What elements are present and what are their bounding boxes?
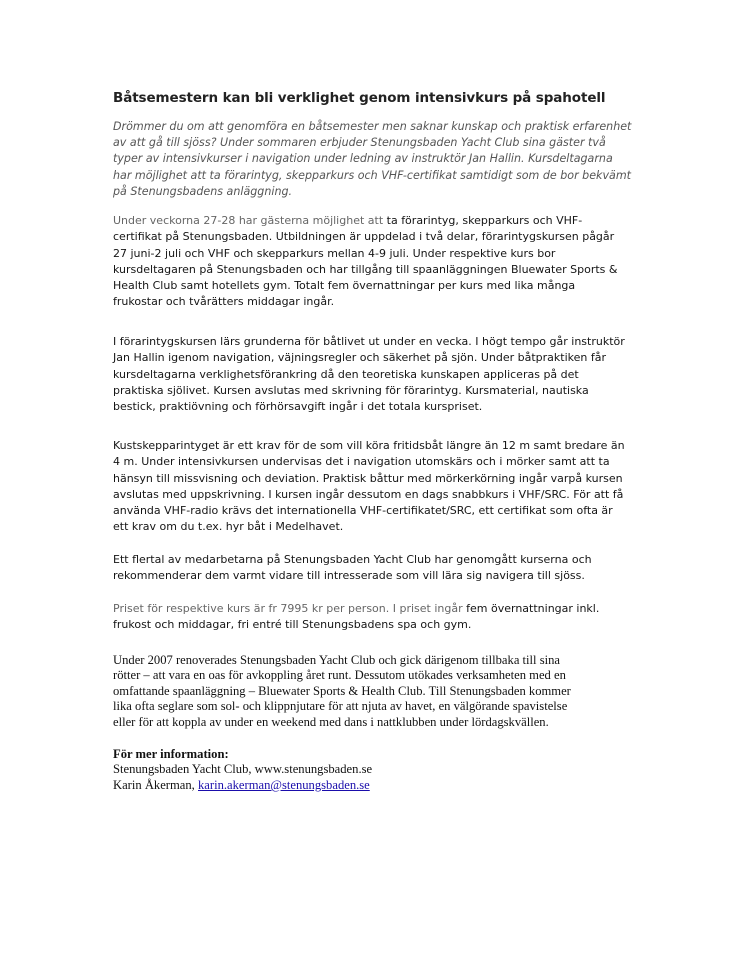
paragraph-course-dates [113,213,643,311]
paragraph-about [113,653,643,730]
article-title: Båtsemestern kan bli verklighet genom intensivkurs på spahotell [113,90,606,106]
paragraph-line: hänsyn till missvisning och deviation. Praktisk båttur med mörkerkörning ingår varpå kursen [113,471,623,485]
contact-heading: För mer information: [113,747,229,761]
paragraph-kustskeppar [113,438,643,536]
paragraph-line: kursdeltagarna verklighetsförankring då den teoretiska kunskapen appliceras på det [113,367,579,381]
lead-line: av att gå till sjöss? Under sommaren erbjuder Stenungsbaden Yacht Club sina gäster två [113,136,606,150]
contact-person [113,778,372,793]
paragraph-line: praktiska sjölivet. Kursen avslutas med skrivning för förarintyg. Kursmaterial, nautiska [113,383,589,397]
paragraph-line: lika ofta seglare som sol- och klippnjutare för att njuta av havet, en välgörande spavistelse [113,699,568,714]
paragraph-line: certifikat på Stenungsbaden. Utbildningen är uppdelad i två delar, förarintygskursen pågår [113,230,615,244]
paragraph-line [113,213,643,229]
paragraph-line: Under 2007 renoverades Stenungsbaden Yacht Club och gick därigenom tillbaka till sina [113,653,560,667]
paragraph-line: använda VHF-radio krävs det internationella VHF-certifikatet/SRC, ett certifikat som ofta är [113,504,613,518]
contact-block [113,747,372,793]
text-span: fem övernattningar inkl. [462,602,600,615]
paragraph-line: Ett flertal av medarbetarna på Stenungsbaden Yacht Club har genomgått kurserna och [113,553,592,566]
paragraph-line: Kustskepparintyget är ett krav för de som vill köra fritidsbåt längre än 12 m samt bredare än [113,439,625,452]
paragraph-line: avslutas med uppskrivning. I kursen ingår dessutom en dags snabbkurs i VHF/SRC. För att få [113,487,624,501]
grey-text: Priset för respektive kurs är fr 7995 kr per person. I priset ingår [113,602,463,615]
paragraph-line: Jan Hallin igenom navigation, väjningsregler och säkerhet på sjön. Under båtpraktiken får [113,351,606,365]
contact-line: Stenungsbaden Yacht Club, www.stenungsbaden.se [113,762,373,777]
paragraph-line: frukostar och tvårätters middagar ingår. [113,295,335,309]
paragraph-line: rekommenderar dem varmt vidare till intresserade som vill lära sig navigera till sjöss. [113,569,585,583]
paragraph-line: 27 juni-2 juli och VHF och skepparkurs mellan 4-9 juli. Under respektive kurs bor [113,246,556,260]
paragraph-line: rötter – att vara en oas för avkoppling året runt. Dessutom utökades verksamheten med en [113,668,566,683]
paragraph-line: eller för att koppla av under en weekend med dans i nattklubben under lördagskvällen. [113,714,549,729]
grey-text: Under veckorna 27-28 har gästerna möjlighet att [113,214,384,227]
lead-line: Drömmer du om att genomföra en båtsemester men saknar kunskap och praktisk erfarenhet [113,120,632,133]
paragraph-price [113,601,643,634]
contact-name: Karin Åkerman, [113,777,195,792]
paragraph-line: 4 m. Under intensivkursen undervisas det i navigation utomskärs och i mörker samt att ta [113,455,610,469]
paragraph-line: omfattande spaanläggning – Bluewater Sports & Health Club. Till Stenungsbaden kommer [113,683,571,698]
paragraph-line: ett krav om du t.ex. hyr båt i Medelhavet. [113,520,344,534]
lead-line: typer av intensivkurser i navigation under ledning av instruktör Jan Hallin. Kursdeltagarna [113,152,613,166]
text-span: ta förarintyg, skepparkurs och VHF- [383,214,583,227]
lead-line: har möjlighet att ta förarintyg, skepparkurs och VHF-certifikat samtidigt som de bor bekvämt [113,168,631,182]
paragraph-line [113,601,643,617]
paragraph-line: I förarintygskursen lärs grunderna för båtlivet ut under en vecka. I högt tempo går instruktör [113,335,625,348]
paragraph-forarintyg [113,334,643,415]
paragraph-line: Health Club samt hotellets gym. Totalt fem övernattningar per kurs med lika många [113,279,576,293]
lead-paragraph [113,119,641,200]
lead-line: på Stenungsbadens anläggning. [113,184,293,198]
email-link[interactable]: karin.akerman@stenungsbaden.se [198,777,370,792]
paragraph-line: bestick, praktiövning och förhörsavgift ingår i det totala kurspriset. [113,400,483,414]
paragraph-line: frukost och middagar, fri entré till Stenungsbadens spa och gym. [113,618,472,632]
paragraph-staff [113,552,643,585]
paragraph-line: kursdeltagaren på Stenungsbaden och har tillgång till spaanläggningen Bluewater Sports & [113,262,618,276]
